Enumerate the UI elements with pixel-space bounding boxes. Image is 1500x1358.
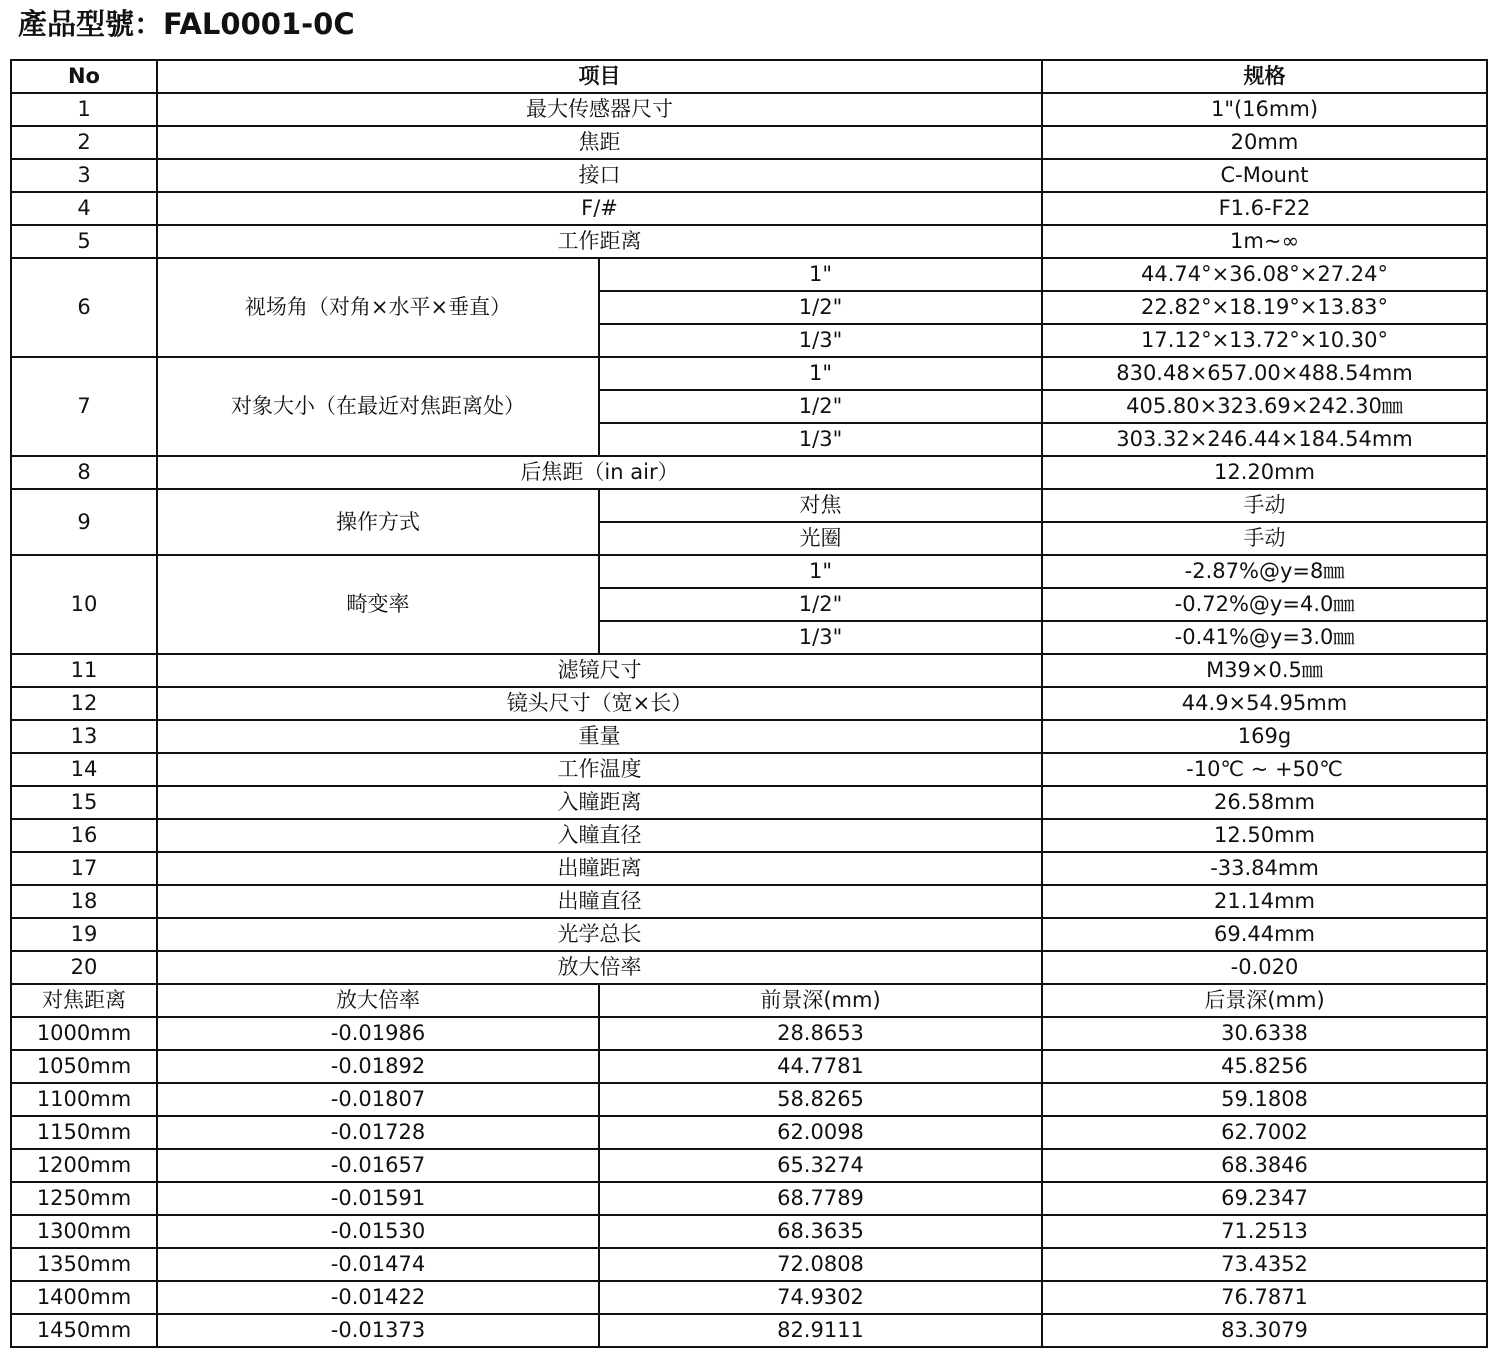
dof-cell: -0.01986 [157,1017,599,1050]
dof-cell: -0.01728 [157,1116,599,1149]
dof-cell: 1050mm [11,1050,157,1083]
table-row [11,687,1487,720]
dof-cell: 71.2513 [1042,1215,1487,1248]
row-item: 视场角（对角×水平×垂直） [157,258,599,357]
dof-row [11,1314,1487,1347]
row-value: 303.32×246.44×184.54mm [1042,423,1487,456]
table-row [11,126,1487,159]
header-item: 项目 [157,60,1042,93]
header-no: No [11,60,157,93]
dof-row [11,1050,1487,1083]
row-no: 6 [11,258,157,357]
row-no: 5 [11,225,157,258]
row-value: M39×0.5㎜ [1042,654,1487,687]
row-sub-label: 1" [599,357,1042,390]
row-value: 20mm [1042,126,1487,159]
dof-cell: 73.4352 [1042,1248,1487,1281]
dof-row [11,1281,1487,1314]
dof-row [11,1083,1487,1116]
row-item: 工作温度 [157,753,1042,786]
row-value: 手动 [1042,489,1487,522]
table-row [11,225,1487,258]
row-no: 4 [11,192,157,225]
row-value: 169g [1042,720,1487,753]
dof-cell: -0.01892 [157,1050,599,1083]
table-row [11,258,1487,291]
row-value: -10℃ ~ +50℃ [1042,753,1487,786]
row-value: 12.20mm [1042,456,1487,489]
dof-row [11,1182,1487,1215]
row-item: 滤镜尺寸 [157,654,1042,687]
page-title: 產品型號：FAL0001-0C [18,7,355,41]
table-row [11,852,1487,885]
dof-cell: 1250mm [11,1182,157,1215]
dof-cell: 68.3846 [1042,1149,1487,1182]
row-value: -33.84mm [1042,852,1487,885]
dof-header-cell: 后景深(mm) [1042,984,1487,1017]
row-item: 操作方式 [157,489,599,555]
row-sub-label: 1" [599,555,1042,588]
row-value: 26.58mm [1042,786,1487,819]
spec-table [10,59,1488,1348]
row-no: 2 [11,126,157,159]
dof-cell: 28.8653 [599,1017,1042,1050]
row-no: 14 [11,753,157,786]
row-value: 21.14mm [1042,885,1487,918]
row-value: 1m~∞ [1042,225,1487,258]
table-row [11,93,1487,126]
dof-row [11,1116,1487,1149]
row-sub-label: 1/3" [599,621,1042,654]
row-no: 7 [11,357,157,456]
row-value: 17.12°×13.72°×10.30° [1042,324,1487,357]
row-value: 405.80×323.69×242.30㎜ [1042,390,1487,423]
row-value: -0.72%@y=4.0㎜ [1042,588,1487,621]
dof-cell: 30.6338 [1042,1017,1487,1050]
row-item: 放大倍率 [157,951,1042,984]
dof-cell: 1000mm [11,1017,157,1050]
row-value: -0.020 [1042,951,1487,984]
row-value: F1.6-F22 [1042,192,1487,225]
row-value: 22.82°×18.19°×13.83° [1042,291,1487,324]
dof-cell: 65.3274 [599,1149,1042,1182]
row-no: 3 [11,159,157,192]
dof-row [11,1017,1487,1050]
row-item: 接口 [157,159,1042,192]
row-item: 后焦距（in air） [157,456,1042,489]
row-item: 对象大小（在最近对焦距离处） [157,357,599,456]
row-no: 18 [11,885,157,918]
row-item: 入瞳直径 [157,819,1042,852]
table-row [11,555,1487,588]
dof-cell: 68.7789 [599,1182,1042,1215]
row-sub-label: 对焦 [599,489,1042,522]
dof-cell: -0.01657 [157,1149,599,1182]
row-sub-label: 1" [599,258,1042,291]
dof-cell: 62.7002 [1042,1116,1487,1149]
row-item: 焦距 [157,126,1042,159]
table-row [11,489,1487,522]
row-value: 手动 [1042,522,1487,555]
row-no: 11 [11,654,157,687]
table-row [11,456,1487,489]
dof-cell: 44.7781 [599,1050,1042,1083]
row-value: 44.74°×36.08°×27.24° [1042,258,1487,291]
dof-cell: 82.9111 [599,1314,1042,1347]
dof-cell: 83.3079 [1042,1314,1487,1347]
dof-row [11,1215,1487,1248]
row-value: 12.50mm [1042,819,1487,852]
row-no: 9 [11,489,157,555]
row-sub-label: 1/3" [599,324,1042,357]
dof-cell: 58.8265 [599,1083,1042,1116]
dof-cell: -0.01591 [157,1182,599,1215]
dof-cell: 45.8256 [1042,1050,1487,1083]
table-row [11,654,1487,687]
table-row [11,885,1487,918]
dof-header-cell: 放大倍率 [157,984,599,1017]
dof-cell: 1300mm [11,1215,157,1248]
dof-cell: 62.0098 [599,1116,1042,1149]
row-no: 8 [11,456,157,489]
row-value: 1"(16mm) [1042,93,1487,126]
row-item: 工作距离 [157,225,1042,258]
row-value: 830.48×657.00×488.54mm [1042,357,1487,390]
row-item: 入瞳距离 [157,786,1042,819]
row-no: 19 [11,918,157,951]
row-no: 12 [11,687,157,720]
row-item: 光学总长 [157,918,1042,951]
row-no: 13 [11,720,157,753]
table-row [11,753,1487,786]
dof-cell: 1450mm [11,1314,157,1347]
dof-header-cell: 前景深(mm) [599,984,1042,1017]
row-item: F/# [157,192,1042,225]
row-no: 16 [11,819,157,852]
row-sub-label: 1/2" [599,390,1042,423]
dof-cell: -0.01807 [157,1083,599,1116]
row-item: 出瞳距离 [157,852,1042,885]
dof-header-cell: 对焦距离 [11,984,157,1017]
row-sub-label: 1/3" [599,423,1042,456]
row-value: -2.87%@y=8㎜ [1042,555,1487,588]
dof-row [11,1149,1487,1182]
row-value: 44.9×54.95mm [1042,687,1487,720]
dof-cell: 72.0808 [599,1248,1042,1281]
dof-cell: 1350mm [11,1248,157,1281]
dof-cell: 1200mm [11,1149,157,1182]
row-sub-label: 光圈 [599,522,1042,555]
table-row [11,951,1487,984]
row-value: C-Mount [1042,159,1487,192]
table-row [11,192,1487,225]
row-value: -0.41%@y=3.0㎜ [1042,621,1487,654]
dof-cell: 74.9302 [599,1281,1042,1314]
dof-cell: -0.01422 [157,1281,599,1314]
row-item: 畸变率 [157,555,599,654]
dof-cell: -0.01373 [157,1314,599,1347]
dof-cell: 68.3635 [599,1215,1042,1248]
dof-cell: 76.7871 [1042,1281,1487,1314]
dof-cell: -0.01530 [157,1215,599,1248]
table-header-row [11,60,1487,93]
dof-header-row [11,984,1487,1017]
row-sub-label: 1/2" [599,588,1042,621]
row-no: 17 [11,852,157,885]
row-item: 出瞳直径 [157,885,1042,918]
row-sub-label: 1/2" [599,291,1042,324]
row-no: 20 [11,951,157,984]
row-value: 69.44mm [1042,918,1487,951]
row-item: 重量 [157,720,1042,753]
row-no: 1 [11,93,157,126]
table-row [11,819,1487,852]
table-row [11,786,1487,819]
table-row [11,918,1487,951]
dof-cell: -0.01474 [157,1248,599,1281]
dof-cell: 59.1808 [1042,1083,1487,1116]
dof-row [11,1248,1487,1281]
row-item: 最大传感器尺寸 [157,93,1042,126]
table-row [11,159,1487,192]
table-row [11,720,1487,753]
row-item: 镜头尺寸（宽×长） [157,687,1042,720]
header-spec: 规格 [1042,60,1487,93]
dof-cell: 69.2347 [1042,1182,1487,1215]
row-no: 15 [11,786,157,819]
dof-cell: 1150mm [11,1116,157,1149]
table-row [11,357,1487,390]
dof-cell: 1100mm [11,1083,157,1116]
row-no: 10 [11,555,157,654]
dof-cell: 1400mm [11,1281,157,1314]
